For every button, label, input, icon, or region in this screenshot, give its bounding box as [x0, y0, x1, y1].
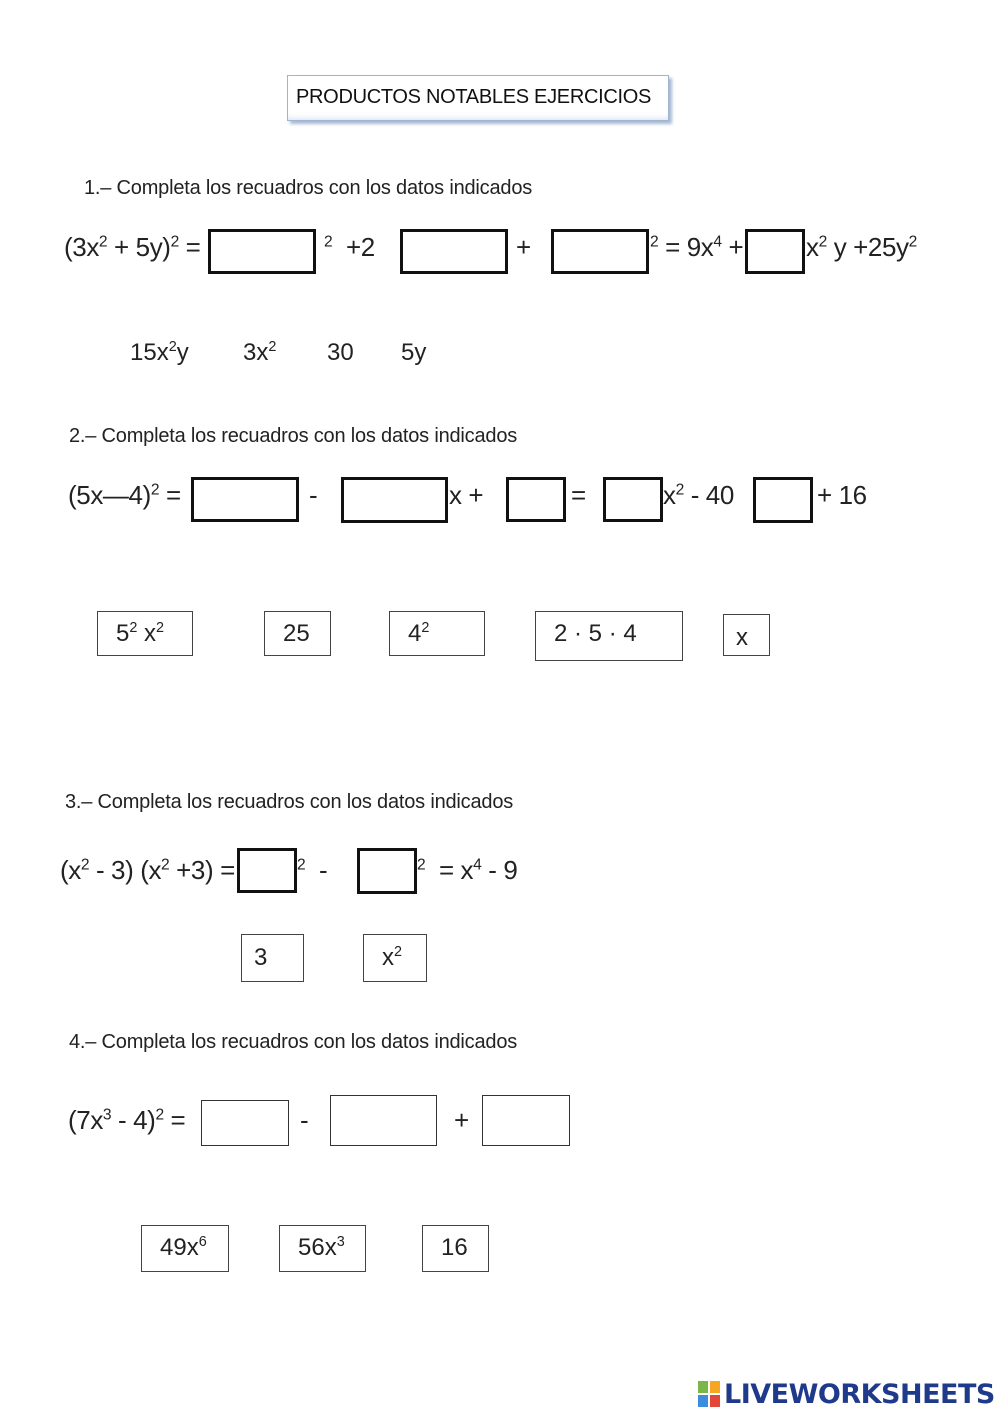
- ex1-blank-2[interactable]: [400, 229, 508, 274]
- liveworksheets-logo-icon: [697, 1380, 721, 1408]
- ex1-token-3x2[interactable]: $3x^2$: [243, 339, 277, 366]
- ex2-chip-2-5-4[interactable]: 2 · 5 · 4: [535, 611, 683, 661]
- ex4-plus: +: [454, 1105, 469, 1135]
- liveworksheets-logo-text: LIVEWORKSHEETS: [724, 1378, 995, 1410]
- ex2-blank-1[interactable]: [191, 477, 299, 522]
- ex2-blank-5[interactable]: [753, 477, 813, 523]
- ex2-x2-minus40: $x^2 - 40$: [663, 480, 734, 510]
- ex3-expr-right: $^2 = x^4 - 9$: [417, 855, 518, 885]
- ex1-token-15x2y[interactable]: $15x^2y$: [130, 339, 189, 366]
- ex1-sq-plus2: $^2$ +2: [324, 232, 375, 262]
- ex3-blank-2[interactable]: [357, 848, 417, 894]
- ex4-chip-16[interactable]: 16: [422, 1225, 489, 1272]
- ex3-expr-left: $(x^2 - 3)$ $(x^2 +3)$ =: [60, 855, 235, 885]
- ex2-blank-3[interactable]: [506, 477, 566, 522]
- ex3-chip-3[interactable]: 3: [241, 934, 304, 982]
- ex4-chip-49x6[interactable]: $49x^6$: [141, 1225, 229, 1272]
- ex2-expr-left: (5x—4)$^2$ =: [68, 480, 181, 510]
- ex1-instruction: 1.– Completa los recuadros con los datos indicados: [84, 177, 533, 199]
- ex4-blank-2[interactable]: [330, 1095, 437, 1146]
- ex1-blank-4[interactable]: [745, 229, 805, 274]
- ex2-blank-4[interactable]: [603, 477, 663, 522]
- liveworksheets-logo: [697, 1376, 995, 1412]
- ex3-sq-minus: $^2$ -: [297, 855, 328, 885]
- ex2-chip-4sq[interactable]: $4^2$: [389, 611, 485, 656]
- ex1-token-30[interactable]: 30: [327, 339, 354, 366]
- ex1-expr-tail: $x^2$ $y +25y^2$: [806, 232, 917, 262]
- ex4-chip-56x3[interactable]: $56x^3$: [279, 1225, 366, 1272]
- ex3-chip-x2[interactable]: $x^2$: [363, 934, 427, 982]
- ex4-blank-3[interactable]: [482, 1095, 570, 1146]
- ex2-instruction: 2.– Completa los recuadros con los datos indicados: [69, 425, 518, 447]
- ex2-minus: -: [309, 480, 318, 510]
- ex3-instruction: 3.– Completa los recuadros con los datos indicados: [65, 791, 514, 813]
- title-box: [287, 75, 669, 121]
- ex1-blank-3[interactable]: [551, 229, 649, 274]
- ex2-chip-25[interactable]: 25: [264, 611, 331, 656]
- ex4-instruction: 4.– Completa los recuadros con los datos indicados: [69, 1031, 518, 1053]
- ex2-chip-5sq-x2[interactable]: $5^2$ $x^2$: [97, 611, 193, 656]
- ex2-plus16: + 16: [817, 480, 867, 510]
- ex1-token-5y[interactable]: 5y: [401, 339, 427, 366]
- page-title: PRODUCTOS NOTABLES EJERCICIOS: [296, 86, 652, 108]
- ex2-x-plus: x +: [449, 480, 484, 510]
- ex2-blank-2[interactable]: [341, 477, 448, 523]
- ex1-plus: +: [516, 232, 531, 262]
- ex1-blank-1[interactable]: [208, 229, 316, 274]
- ex4-minus: -: [300, 1105, 309, 1135]
- ex4-expr-left: $(7x^3 - 4)^2$ =: [68, 1105, 186, 1135]
- ex2-equals: =: [571, 480, 586, 510]
- ex1-expr-right: $^2 = 9x^4$ +: [650, 232, 744, 262]
- ex3-blank-1[interactable]: [237, 848, 297, 893]
- ex4-blank-1[interactable]: [201, 1100, 289, 1146]
- ex1-expr-left: $(3x^2 + 5y)^2$ =: [64, 232, 201, 262]
- ex2-chip-x[interactable]: x: [723, 614, 770, 656]
